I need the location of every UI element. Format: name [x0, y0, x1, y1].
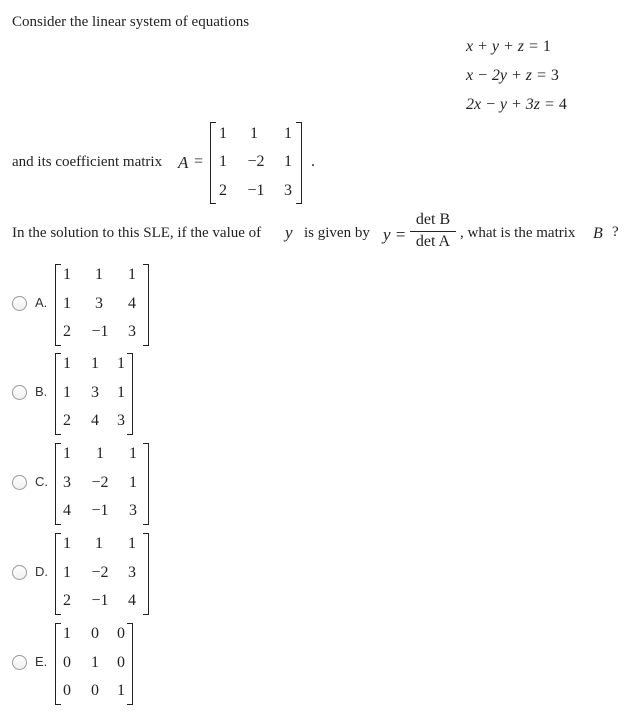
equation-3-lhs: 2x − y + 3z	[466, 96, 541, 113]
matrix-cell: 3	[129, 502, 137, 519]
matrix-cell: 0	[91, 625, 99, 642]
matrix-cell: 3	[95, 295, 103, 312]
option-e-matrix	[55, 623, 133, 705]
matrix-cell: 1	[95, 266, 103, 283]
option-e-label[interactable]: E.	[35, 654, 48, 669]
matrix-cell: 1	[129, 474, 137, 491]
matrix-cell: 1	[219, 153, 227, 170]
matrix-cell: 0	[63, 654, 71, 671]
equation-3-rhs: 4	[558, 96, 567, 113]
option-d-label[interactable]: D.	[35, 564, 48, 579]
intro-text: Consider the linear system of equations	[12, 14, 250, 30]
matrix-cell: 1	[95, 535, 103, 552]
radio-option-b[interactable]	[12, 385, 27, 400]
matrix-cell: 3	[128, 323, 136, 340]
coef-period: .	[311, 153, 315, 170]
matrix-cell: 1	[219, 125, 227, 142]
option-b-matrix	[55, 353, 133, 435]
question-before: In the solution to this SLE, if the value of	[12, 225, 262, 241]
question-sym: B	[593, 225, 603, 242]
matrix-cell: 3	[91, 384, 99, 401]
matrix-cell: 2	[219, 182, 227, 199]
radio-option-d[interactable]	[12, 565, 27, 580]
matrix-cell: 0	[63, 682, 71, 699]
matrix-cell: 1	[63, 384, 71, 401]
matrix-cell: 1	[96, 445, 104, 462]
matrix-cell: 3	[284, 182, 292, 199]
matrix-cell: 0	[117, 654, 125, 671]
question-mark: ?	[612, 224, 619, 240]
matrix-cell: 1	[284, 125, 292, 142]
matrix-cell: −1	[91, 323, 109, 340]
matrix-cell: 1	[63, 355, 71, 372]
matrix-cell: 1	[129, 445, 137, 462]
matrix-cell: 1	[250, 125, 258, 142]
option-b-label[interactable]: B.	[35, 384, 48, 399]
matrix-cell: 1	[128, 266, 136, 283]
matrix-cell: 1	[63, 564, 71, 581]
matrix-cell: 4	[128, 295, 136, 312]
matrix-cell: 1	[117, 682, 125, 699]
fraction-numerator: det B	[415, 211, 451, 228]
matrix-cell: 0	[117, 625, 125, 642]
option-c-matrix	[55, 443, 149, 525]
equation-3: 2x − y + 3z = 4	[466, 96, 567, 113]
matrix-cell: 1	[128, 535, 136, 552]
option-a-label[interactable]: A.	[35, 295, 48, 310]
option-c-label[interactable]: C.	[35, 474, 48, 489]
question-var: y	[285, 223, 293, 242]
matrix-cell: 3	[128, 564, 136, 581]
coef-symbol: A	[178, 153, 189, 172]
matrix-cell: 3	[63, 474, 71, 491]
matrix-cell: 1	[284, 153, 292, 170]
fraction-bar	[410, 231, 456, 232]
question-fraction	[410, 211, 456, 251]
equation-1-rhs: 1	[542, 38, 551, 55]
equation-2-rhs: 3	[550, 67, 559, 84]
matrix-cell: 1	[63, 266, 71, 283]
question-lhs: y =	[383, 225, 407, 244]
matrix-cell: 3	[117, 412, 125, 429]
matrix-cell: −2	[91, 564, 109, 581]
matrix-cell: 1	[63, 625, 71, 642]
equation-2-lhs: x − 2y + z	[466, 67, 533, 84]
matrix-cell: −1	[91, 592, 109, 609]
matrix-cell: 1	[91, 355, 99, 372]
matrix-cell: −1	[91, 502, 109, 519]
fraction-denominator: det A	[415, 233, 451, 250]
matrix-cell: 4	[91, 412, 99, 429]
matrix-cell: −2	[91, 474, 109, 491]
matrix-cell: 4	[128, 592, 136, 609]
matrix-cell: 1	[63, 445, 71, 462]
coef-equals: =	[194, 153, 204, 170]
matrix-cell: 0	[91, 682, 99, 699]
option-a-matrix	[55, 264, 149, 346]
matrix-cell: 4	[63, 502, 71, 519]
coefficient-matrix	[210, 122, 302, 204]
matrix-cell: 2	[63, 323, 71, 340]
equation-2: x − 2y + z = 3	[466, 67, 559, 84]
matrix-cell: −1	[247, 182, 265, 199]
matrix-cell: 1	[91, 654, 99, 671]
radio-option-c[interactable]	[12, 475, 27, 490]
matrix-cell: −2	[247, 153, 265, 170]
matrix-cell: 2	[63, 592, 71, 609]
question-middle: is given by	[304, 225, 370, 241]
radio-option-e[interactable]	[12, 655, 27, 670]
radio-option-a[interactable]	[12, 296, 27, 311]
option-d-matrix	[55, 533, 149, 615]
coef-prefix: and its coefficient matrix	[12, 154, 163, 170]
matrix-cell: 1	[63, 535, 71, 552]
matrix-cell: 1	[117, 384, 125, 401]
equation-1-lhs: x + y + z	[466, 38, 525, 55]
matrix-cell: 1	[117, 355, 125, 372]
matrix-cell: 1	[63, 295, 71, 312]
equation-1: x + y + z = 1	[466, 38, 551, 55]
question-after: , what is the matrix	[460, 225, 576, 241]
matrix-cell: 2	[63, 412, 71, 429]
